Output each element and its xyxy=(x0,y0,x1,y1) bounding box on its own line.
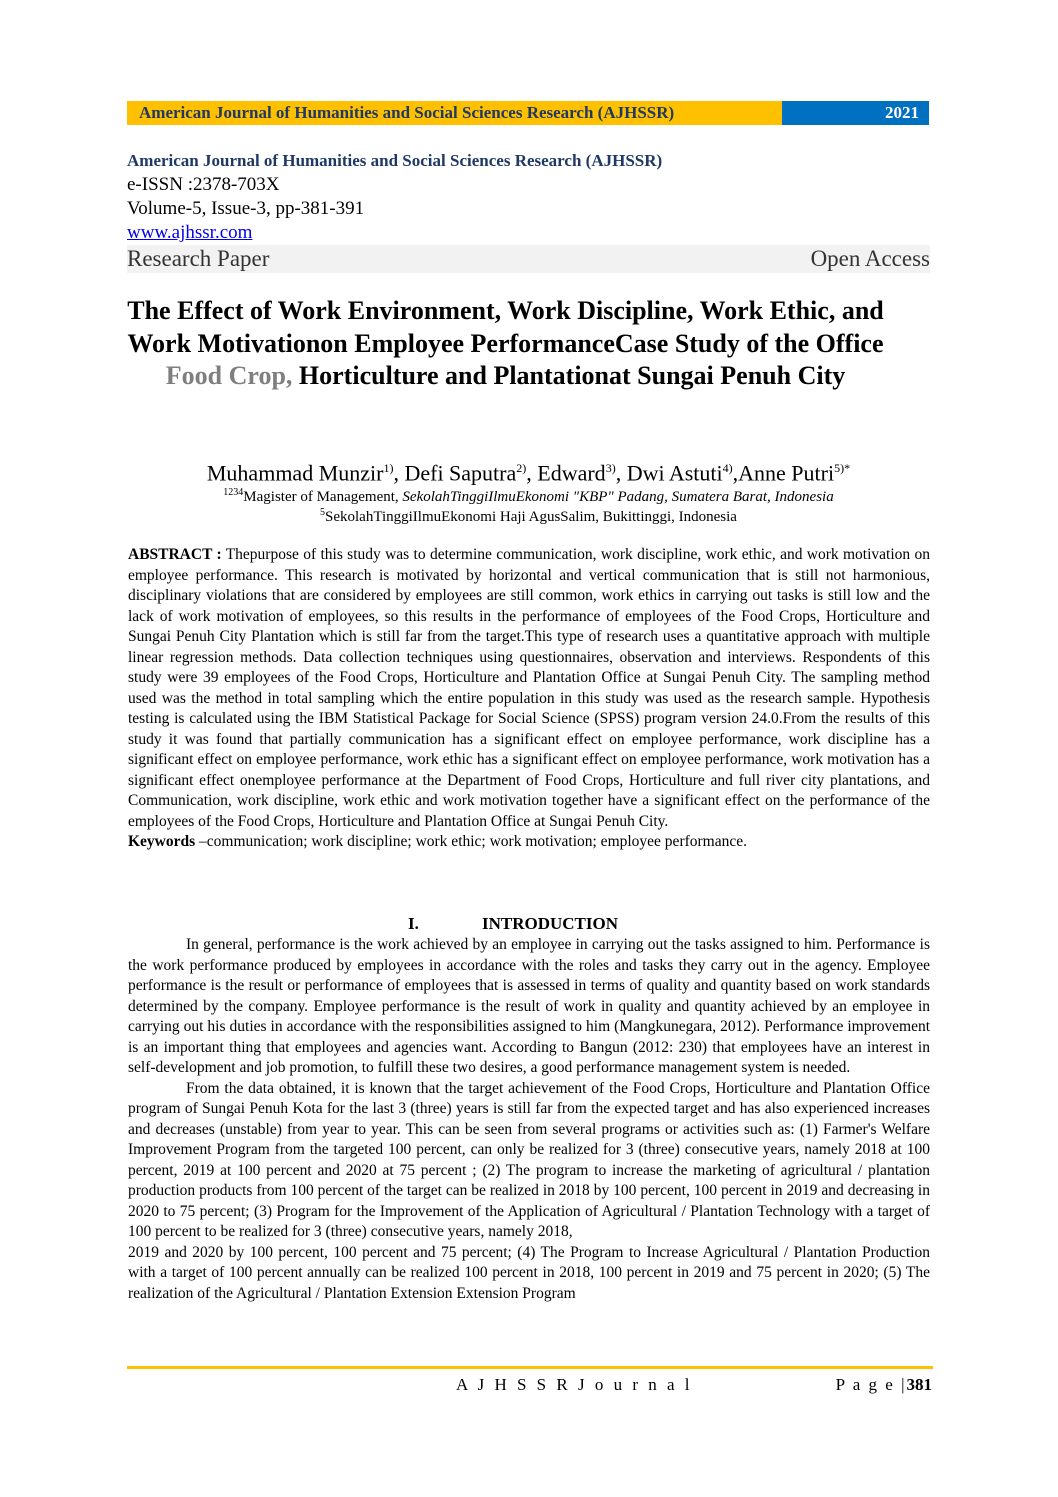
page-label: P a g e | xyxy=(835,1375,907,1394)
journal-name: American Journal of Humanities and Social Sciences Research (AJHSSR) xyxy=(127,151,663,170)
paper-type: Research Paper xyxy=(127,246,270,271)
keywords xyxy=(128,832,930,853)
affiliation-2 xyxy=(127,503,930,527)
author-affiliation-mark: 2) xyxy=(516,461,527,475)
title-part-1: The Effect of Work Environment, Work Discipline, Work Ethic, and Work Motivationon Employee PerformanceCase Study of the Office xyxy=(127,296,884,358)
journal-website-link[interactable]: www.ajhssr.com xyxy=(127,222,253,243)
abstract-body xyxy=(128,545,930,832)
section-title: INTRODUCTION xyxy=(482,914,619,933)
author: Edward xyxy=(537,460,606,486)
affiliation-1-text: Magister of Management, xyxy=(243,489,403,505)
footer-page xyxy=(836,1375,932,1395)
affiliation-1-mark: 1234 xyxy=(223,487,244,498)
paper-type-row xyxy=(127,245,930,273)
abstract-text: Thepurpose of this study was to determine communication, work discipline, work ethic, and work motivation on employee performance. This research is motivated by horizontal and vertical communication that is still not harmonious, disciplinary violations that are considered by employees are still common, work ethics in carrying out tasks is still low and the lack of work motivation of employees, so this results in the performance of employees of the Food Crops, Horticulture and Sungai Penuh City Plantation which is still far from the target.This type of research uses a quantitative approach with multiple linear regression methods. Data collection techniques using questionnaires, observation and interviews. Respondents of this study were 39 employees of the Food Crops, Horticulture and Plantation Office at Sungai Penuh City. The sampling method used was the method in total sampling which the entire population in this study was used as the research sample. Hypothesis testing is calculated using the IBM Statistical Package for Social Science (SPSS) program version 24.0.From the results of this study it was found that partially communication has a significant effect on employee performance, work discipline has a significant effect on employee performance, work ethic has a significant effect on employee performance, work motivation has a significant effect onemployee performance at the Department of Food Crops, Horticulture and full river city plantations, and Communication, work discipline, work ethic and work motivation together have a significant effect on the performance of the employees of the Food Crops, Horticulture and Plantation Office at Sungai Penuh City. xyxy=(128,546,930,830)
title-part-2: Horticulture and Plantationat Sungai Penuh City xyxy=(292,361,846,390)
intro-paragraph-3: 2019 and 2020 by 100 percent, 100 percent and 75 percent; (4) The Program to Increase Agricultural / Plantation Production with a target of 100 percent annually can be realized 100 percent in 2018, 100 percent in 2019 and 75 percent in 2020; (5) The realization of the Agricultural / Plantation Extension Extension Program xyxy=(128,1243,930,1302)
author-separator: , xyxy=(732,460,739,486)
footer-journal: A J H S S R J o u r n a l xyxy=(456,1375,693,1394)
title-highlight: Food Crop, xyxy=(165,361,293,390)
intro-paragraph-1: In general, performance is the work achieved by an employee in carrying out the tasks assigned to him. Performance is the work performance produced by employees in accordance with the roles and tasks they carry out in the agency. Employee performance is the result or performance of employees that is assessed in terms of quality and quantity based on work standards determined by the company. Employee performance is the result of work in quality and quantity achieved by an employee in carrying out his duties in accordance with the responsibilities assigned to him (Mangkunegara, 2012). Performance improvement is an important thing that employees and agencies want. According to Bangun (2012: 230) that employees have an interest in self-development and job promotion, to fulfill these two desires, a good performance management system is needed. xyxy=(128,936,930,1076)
author-affiliation-mark: 5)* xyxy=(834,461,851,475)
author-separator: , xyxy=(526,460,538,486)
keywords-text: –communication; work discipline; work ethic; work motivation; employee performance. xyxy=(195,833,747,850)
introduction-body xyxy=(128,935,930,1304)
header-journal-title: American Journal of Humanities and Social Sciences Research (AJHSSR) xyxy=(127,101,782,125)
volume-info: Volume-5, Issue-3, pp-381-391 xyxy=(127,198,365,219)
page-number: 381 xyxy=(906,1375,932,1394)
footer-rule xyxy=(127,1366,933,1369)
running-header xyxy=(127,101,929,125)
affiliation-2-mark: 5 xyxy=(320,507,326,518)
author-affiliation-mark: 1) xyxy=(383,461,394,475)
author: Muhammad Munzir xyxy=(206,460,384,486)
abstract xyxy=(128,545,930,853)
affiliation-1-institution: SekolahTinggiIlmuEkonomi "KBP" Padang, Sumatera Barat, Indonesia xyxy=(402,489,834,505)
abstract-label: ABSTRACT : xyxy=(128,546,222,563)
access-type: Open Access xyxy=(810,246,930,271)
author: Anne Putri xyxy=(738,460,835,486)
journal-meta xyxy=(127,149,930,273)
author-affiliation-mark: 4) xyxy=(722,461,733,475)
author-separator: , xyxy=(393,460,405,486)
paper-title xyxy=(127,295,884,393)
author-separator: , xyxy=(615,460,627,486)
author: Dwi Astuti xyxy=(626,460,723,486)
header-year: 2021 xyxy=(782,101,929,125)
author-affiliation-mark: 3) xyxy=(605,461,616,475)
intro-paragraph-2: From the data obtained, it is known that the target achievement of the Food Crops, Horticulture and Plantation Office program of Sungai Penuh Kota for the last 3 (three) years is still far from the expected target and has also experienced increases and decreases (unstable) from year to year. This can be seen from several programs or activities such as: (1) Farmer's Welfare Improvement Program from the targeted 100 percent, can only be realized for 3 (three) consecutive years, namely 2018 at 100 percent, 2019 at 100 percent and 2020 at 75 percent ; (2) The program to increase the marketing of agricultural / plantation production products from 100 percent of the target can be realized in 2018 by 100 percent, 100 percent in 2019 and decreasing in 2020 to 75 percent; (3) Program for the Improvement of the Application of Agricultural / Plantation Technology with a target of 100 percent to be realized for 3 (three) consecutive years, namely 2018, xyxy=(128,1079,930,1240)
section-number: I. xyxy=(408,914,419,933)
affiliation-2-text: SekolahTinggiIlmuEkonomi Haji AgusSalim, Bukittinggi, Indonesia xyxy=(325,509,737,525)
keywords-label: Keywords xyxy=(128,833,196,850)
issn: e-ISSN :2378-703X xyxy=(127,174,280,195)
author: Defi Saputra xyxy=(404,460,517,486)
